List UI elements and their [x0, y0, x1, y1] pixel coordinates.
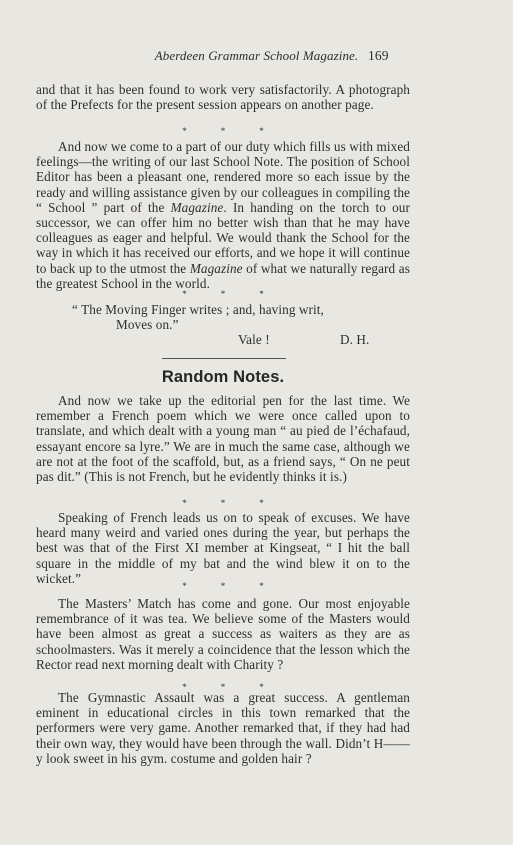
note-gymnastic-assault: The Gymnastic Assault was a great success. A gentleman eminent in educational circles in this town remarked that the performers were very game. Another remarked that, if they had had their own way, they would have been through the wall. Didn’t H——y look sweet in his gym. costume and golden hair ? — [36, 690, 410, 766]
running-header — [0, 48, 513, 68]
separator-2: * * * — [182, 289, 264, 299]
note-editorial-pen: And now we take up the editorial pen for the last time. We remember a French poem which we were once called upon to translate, and which dealt with a young man “ au pied de l’échafaud, essayant encore sa lyre.” We are in much the same case, although we are not at the foot of the scaffold, but, as a friend says, “ On ne peut pas dit.” (This is not French, but he evidently thinks it is.) — [36, 393, 410, 485]
section-title: Random Notes. — [161, 368, 285, 386]
editor-initials: D. H. — [340, 332, 370, 347]
separator-4: * * * — [182, 581, 264, 591]
note-masters-match: The Masters’ Match has come and gone. Our most enjoyable remembrance of it was tea. We believe some of the Masters would have been almost as great a success as waiters as they are as schoolmasters. Was it merely a coincidence that the lesson which the Rector read next morning dealt with Charity ? — [36, 596, 410, 672]
section-rule — [162, 358, 286, 359]
italic-magazine: Magazine — [189, 260, 243, 276]
paragraph-prefects: and that it has been found to work very satisfactorily. A photograph of the Prefects for the present session appears on another page. — [36, 82, 410, 113]
italic-magazine: Magazine — [170, 199, 224, 215]
quote-line-2: Moves on.” — [116, 317, 179, 332]
paragraph-last-school-note: And now we come to a part of our duty which fills us with mixed feelings—the writing of our last School Note. The position of School Editor has been a pleasant one, rendered more so each issue by the ready and willing assistance given by our colleagues in compiling the “ School ” part of the Magazine. In handing on the torch to our successor, we can offer him no better wish than that he may have colleagues as eager and helpful. We would thank the School for the way in which it has received our efforts, and we hope it will continue to back up to the utmost the Magazine of what we naturally regard as the greatest School in the world. — [36, 139, 410, 291]
quote-line-1: “ The Moving Finger writes ; and, having writ, — [72, 302, 324, 317]
vale: Vale ! — [238, 332, 270, 347]
separator-5: * * * — [182, 682, 264, 692]
separator-3: * * * — [182, 498, 264, 508]
note-excuses: Speaking of French leads us on to speak of excuses. We have heard many weird and varied ones during the year, but perhaps the best was that of the First XI member at Kingseat, “ I hit the ball square in the middle of my bat and the wind blew it on to the wicket.” — [36, 510, 410, 586]
separator-1: * * * — [182, 126, 264, 136]
header-title: Aberdeen Grammar School Magazine. — [154, 48, 359, 63]
page-number: 169 — [368, 48, 389, 63]
